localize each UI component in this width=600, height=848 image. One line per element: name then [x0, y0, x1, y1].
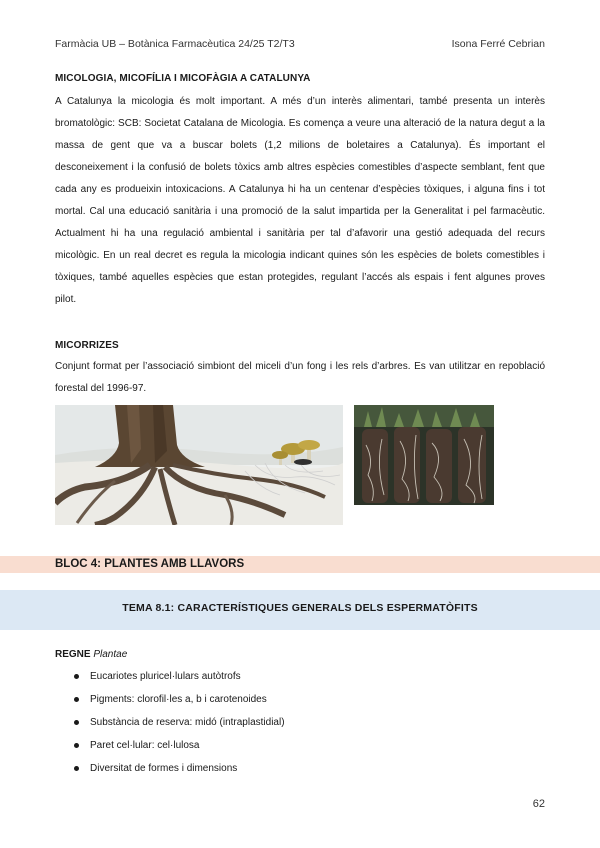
paragraph-micologia: A Catalunya la micologia és molt important. A més d’un interès alimentari, també presenta un interès bromatològic: SCB: Societat Catalana de Micologia. Es comença a veure una alteració de la natura degut a la massa de gent que va a buscar bolets (1,2 milions de boletaires a Catalunya). És important el desconeixement i la confusió de bolets tòxics amb altres espècies comestibles d’aspecte semblant, fent que cada any es produeixin intoxicacions. A Catalunya hi ha un centenar d’espècies tòxiques, i alguna fins i tot mortal. Cal una educació sanitària i una promoció de la salut impartida per la Generalitat i pel farmacèutic. Actualment hi ha una regulació ambiental i sanitària per tal d’afavorir una gestió adequada del recurs micològic. En un real decret es regula la micologia indicant quines són les espècies de bolets comestibles i tòxiques, també aquelles espècies que estan protegides, regulant l’accés als espais i fent algunes proves pilot.: [55, 96, 545, 305]
page-header: [55, 38, 545, 50]
mycorrhiza-illustration: [55, 405, 343, 525]
tema-title: TEMA 8.1: CARACTERÍSTIQUES GENERALS DELS ESPERMATÒFITS: [122, 602, 478, 614]
characteristics-list: [55, 668, 285, 783]
regne-label: REGNE: [55, 649, 91, 660]
list-item: Substància de reserva: midó (intraplastidial): [55, 714, 285, 737]
regne-name: Plantae: [93, 649, 128, 660]
list-item: Paret cel·lular: cel·lulosa: [55, 737, 285, 760]
page-number: 62: [532, 798, 545, 810]
list-item: Eucariotes pluricel·lulars autòtrofs: [55, 668, 285, 691]
section-title-micologia: MICOLOGIA, MICOFÍLIA I MICOFÀGIA A CATALUNYA: [55, 73, 311, 84]
section-title-micorrizes: MICORRIZES: [55, 340, 119, 351]
header-author: Isona Ferré Cebrian: [451, 38, 545, 50]
bloc-title: BLOC 4: PLANTES AMB LLAVORS: [55, 558, 245, 570]
root-plugs-photo: [354, 405, 494, 505]
regne-heading: [55, 649, 127, 660]
header-course: Farmàcia UB – Botànica Farmacèutica 24/25 T2/T3: [55, 38, 295, 50]
list-item: Pigments: clorofil·les a, b i carotenoides: [55, 691, 285, 714]
list-item: Diversitat de formes i dimensions: [55, 760, 285, 783]
paragraph-micorrizes: Conjunt format per l’associació simbiont del miceli d’un fong i les rels d’arbres. Es van utilitzar en repoblació forestal del 1996-97.: [55, 361, 545, 394]
